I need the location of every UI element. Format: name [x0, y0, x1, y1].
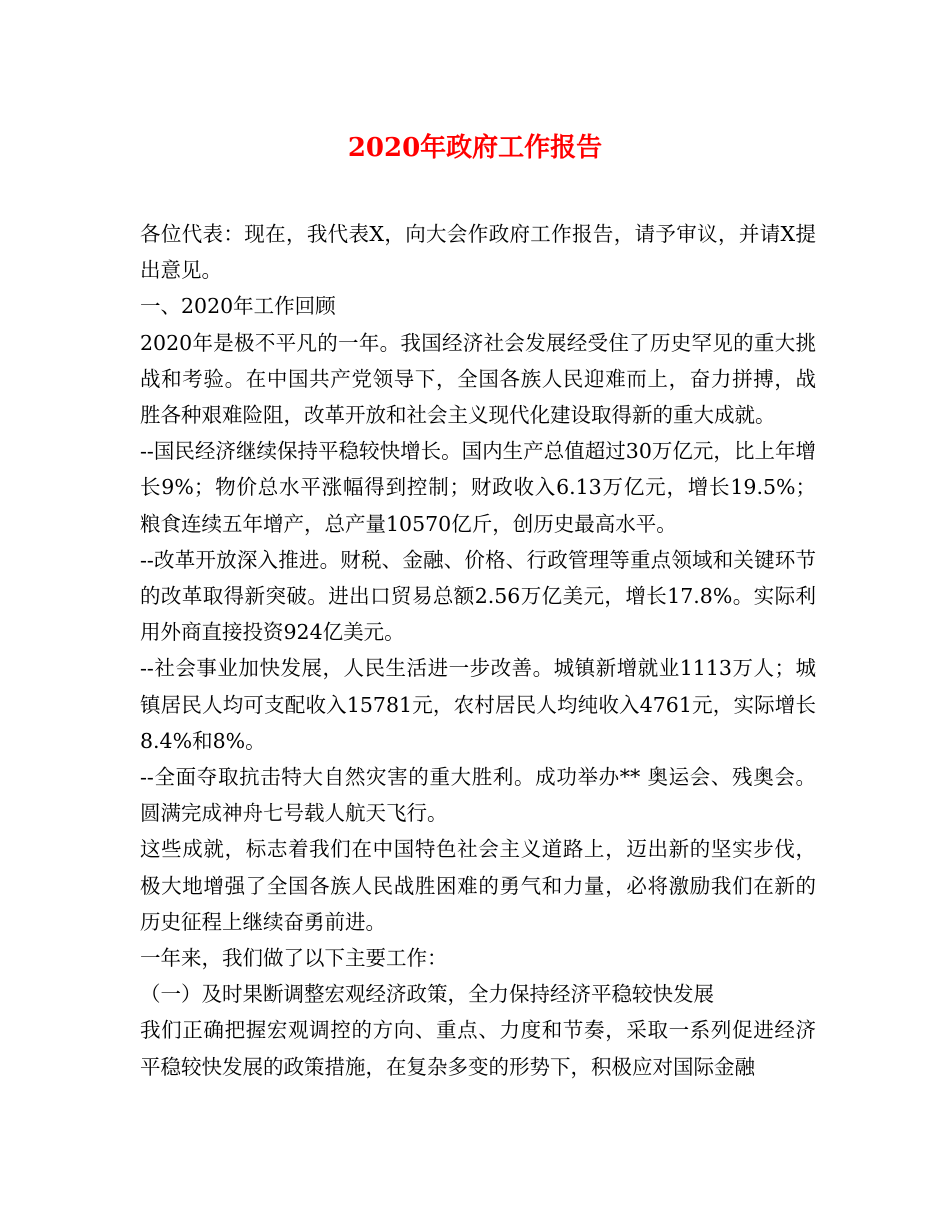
- paragraph-disaster: --全面夺取抗击特大自然灾害的重大胜利。成功举办** 奥运会、残奥会。圆满完成神舟七号载人航天飞行。: [140, 765, 816, 826]
- section-heading-review: 一、2020年工作回顾: [140, 294, 336, 319]
- paragraph-reform: --改革开放深入推进。财税、金融、价格、行政管理等重点领域和关键环节的改革取得新突破。进出口贸易总额2.56万亿美元，增长17.8%。实际利用外商直接投资924亿美元。: [140, 547, 816, 645]
- paragraph-social: --社会事业加快发展，人民生活进一步改善。城镇新增就业1113万人；城镇居民人均可支配收入15781元，农村居民人均纯收入4761元，实际增长8.4%和8%。: [140, 656, 816, 753]
- paragraph-macro-policy: 我们正确把握宏观调控的方向、重点、力度和节奏，采取一系列促进经济平稳较快发展的政策措施，在复杂多变的形势下，积极应对国际金融: [140, 1018, 816, 1079]
- paragraph-economy: --国民经济继续保持平稳较快增长。国内生产总值超过30万亿元，比上年增长9%；物价总水平涨幅得到控制；财政收入6.13万亿元，增长19.5%；粮食连续五年增产，总产量10570亿斤，创历史最高水平。: [140, 439, 816, 536]
- document-title: 2020年政府工作报告: [347, 133, 603, 163]
- subsection-heading-1: （一）及时果断调整宏观经济政策，全力保持经济平稳较快发展: [140, 982, 714, 1007]
- paragraph-overview: 2020年是极不平凡的一年。我国经济社会发展经受住了历史罕见的重大挑战和考验。在中国共产党领导下，全国各族人民迎难而上，奋力拼搏，战胜各种艰难险阻，改革开放和社会主义现代化建设取得新的重大成就。: [140, 330, 816, 428]
- paragraph-greeting: 各位代表：现在，我代表X，向大会作政府工作报告，请予审议，并请X提出意见。: [140, 222, 816, 283]
- document-body: [140, 216, 816, 1085]
- paragraph-achievements: 这些成就，标志着我们在中国特色社会主义道路上，迈出新的坚实步伐，极大地增强了全国各族人民战胜困难的勇气和力量，必将激励我们在新的历史征程上继续奋勇前进。: [140, 837, 816, 934]
- paragraph-work-intro: 一年来，我们做了以下主要工作：: [140, 946, 448, 971]
